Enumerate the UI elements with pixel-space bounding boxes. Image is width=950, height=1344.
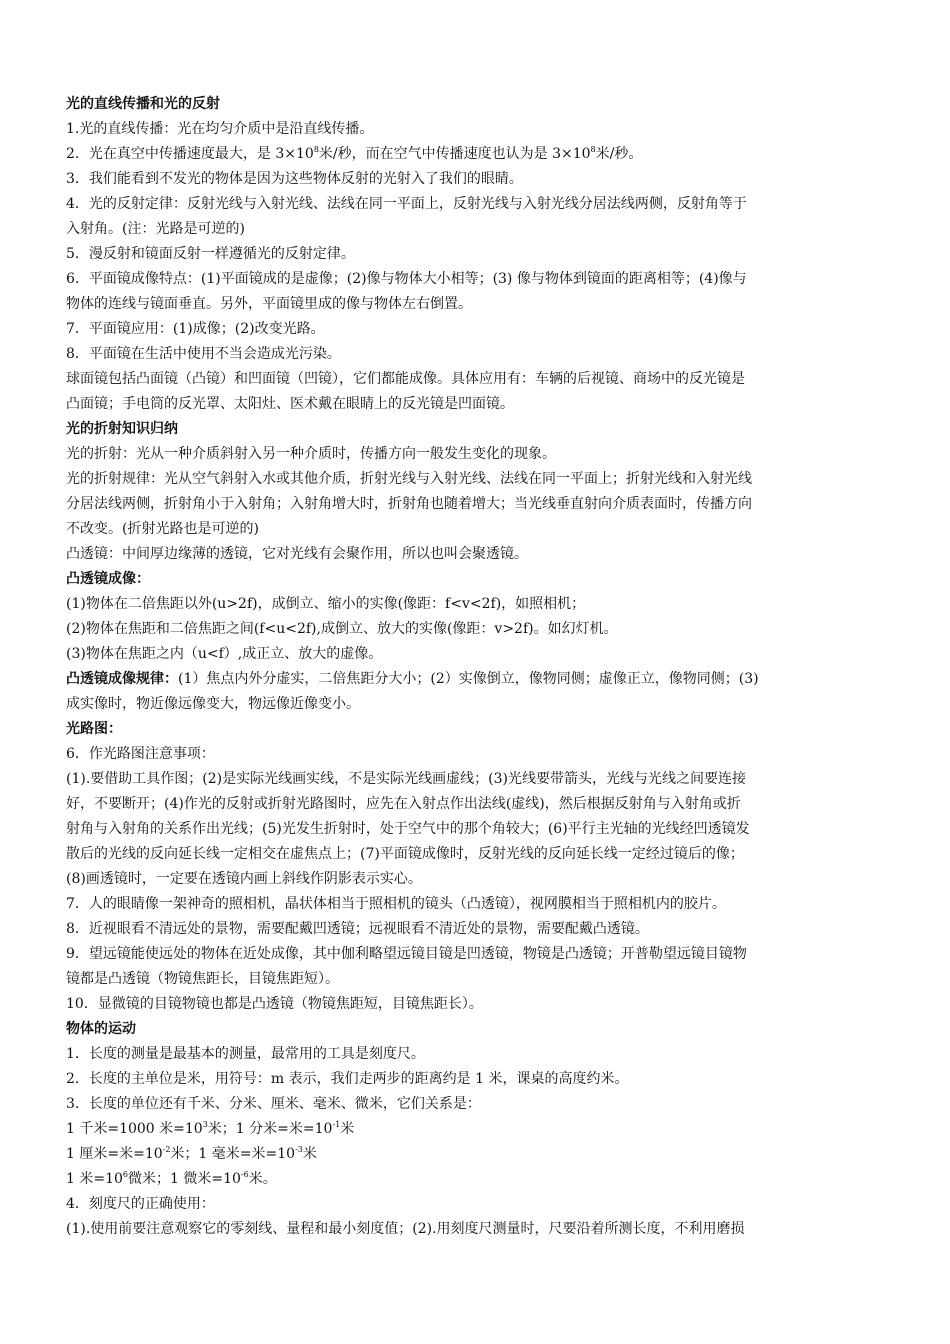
text-segment: 米；1 毫米=米=10 (170, 1146, 296, 1162)
text-segment: 1 厘米=米=10 (66, 1146, 163, 1162)
text-segment: 分居法线两侧，折射角小于入射角；入射角增大时，折射角也随着增大；当光线垂直射向介质表面时，传播方向 (66, 496, 752, 512)
text-line (66, 817, 884, 842)
text-line (66, 1042, 884, 1067)
text-segment: 好，不要断开；(4)作光的反射或折射光路图时，应先在入射点作出法线(虚线)，然后根据反射角与入射角或折 (66, 796, 741, 812)
superscript: 8 (313, 145, 319, 154)
text-segment: 光的直线传播和光的反射 (66, 96, 220, 112)
text-segment: 6．作光路图注意事项： (66, 746, 215, 762)
text-line (66, 442, 884, 467)
text-line (66, 942, 884, 967)
text-segment: 散后的光线的反向延长线一定相交在虚焦点上；(7)平面镜成像时，反射光线的反向延长线一定经过镜后的像； (66, 846, 744, 862)
text-segment: 9．望远镜能使远处的物体在近处成像，其中伽利略望远镜目镜是凹透镜，物镜是凸透镜；开普勒望远镜目镜物 (66, 946, 747, 962)
text-line (66, 892, 884, 917)
text-segment: 8．近视眼看不清远处的景物，需要配戴凹透镜；远视眼看不清近处的景物，需要配戴凸透镜。 (66, 921, 649, 937)
text-segment: 10．显微镜的目镜物镜也都是凸透镜（物镜焦距短，目镜焦距长）。 (66, 996, 483, 1012)
text-line (66, 1117, 884, 1142)
text-line (66, 317, 884, 342)
text-segment: 1 千米=1000 米=10 (66, 1121, 203, 1137)
text-segment: 2．光在真空中传播速度最大，是 3×10 (66, 146, 314, 162)
text-line (66, 217, 884, 242)
text-line (66, 1192, 884, 1217)
text-segment: (1).要借助工具作图；(2)是实际光线画实线，不是实际光线画虚线；(3)光线要带箭头，光线与光线之间要连接 (66, 771, 746, 787)
text-line (66, 592, 884, 617)
section-heading (66, 717, 884, 742)
text-line (66, 492, 884, 517)
text-line (66, 467, 884, 492)
superscript: -2 (162, 1145, 171, 1154)
text-line (66, 167, 884, 192)
text-segment: 5．漫反射和镜面反射一样遵循光的反射定律。 (66, 246, 355, 262)
text-segment: 米/秒，而在空气中传播速度也认为是 3×10 (318, 146, 591, 162)
text-line (66, 117, 884, 142)
text-segment: 米。 (248, 1171, 277, 1187)
text-line (66, 192, 884, 217)
text-segment: (1).使用前要注意观察它的零刻线、量程和最小刻度值；(2).用刻度尺测量时，尺要沿着所测长度，不利用磨损 (66, 1221, 745, 1237)
text-segment: 成实像时，物近像远像变大，物远像近像变小。 (66, 696, 360, 712)
text-line (66, 367, 884, 392)
text-line (66, 342, 884, 367)
text-segment: 1.光的直线传播：光在均匀介质中是沿直线传播。 (66, 121, 374, 137)
document-body (66, 92, 884, 1242)
text-segment: 入射角。(注：光路是可逆的) (66, 221, 245, 237)
text-segment: (1)物体在二倍焦距以外(u>2f)，成倒立、缩小的实像(像距：f<v<2f)，如照相机； (66, 596, 586, 612)
superscript: 8 (590, 145, 596, 154)
text-segment: 米/秒。 (595, 146, 643, 162)
text-line (66, 992, 884, 1017)
text-line (66, 242, 884, 267)
text-line (66, 1217, 884, 1242)
text-line (66, 967, 884, 992)
text-segment: 7．平面镜应用：(1)成像；(2)改变光路。 (66, 321, 325, 337)
text-segment: 米 (302, 1146, 317, 1162)
text-segment: 光的折射规律：光从空气斜射入水或其他介质，折射光线与入射光线、法线在同一平面上；折射光线和入射光线 (66, 471, 752, 487)
text-line (66, 267, 884, 292)
text-line (66, 867, 884, 892)
text-segment: 凸透镜：中间厚边缘薄的透镜，它对光线有会聚作用，所以也叫会聚透镜。 (66, 546, 528, 562)
text-line (66, 642, 884, 667)
superscript: 6 (122, 1170, 128, 1179)
text-segment: 米 (340, 1121, 355, 1137)
text-line (66, 617, 884, 642)
text-segment: (2)物体在焦距和二倍焦距之间(f<u<2f),成倒立、放大的实像(像距：v>2f)。如幻灯机。 (66, 621, 618, 637)
text-segment: 1 米=10 (66, 1171, 123, 1187)
text-segment: (8)画透镜时，一定要在透镜内画上斜线作阴影表示实心。 (66, 871, 422, 887)
text-segment: 3．我们能看到不发光的物体是因为这些物体反射的光射入了我们的眼睛。 (66, 171, 523, 187)
text-segment: 7．人的眼睛像一架神奇的照相机，晶状体相当于照相机的镜头（凸透镜），视网膜相当于照相机内的胶片。 (66, 896, 726, 912)
text-line (66, 1142, 884, 1167)
section-heading (66, 1017, 884, 1042)
superscript: -1 (332, 1120, 341, 1129)
text-line (66, 142, 884, 167)
text-segment: 光的折射知识归纳 (66, 421, 178, 437)
superscript: -3 (295, 1145, 303, 1154)
text-segment: 镜都是凸透镜（物镜焦距长，目镜焦距短）。 (66, 971, 339, 987)
text-segment: 凸面镜；手电筒的反光罩、太阳灶、医术戴在眼睛上的反光镜是凹面镜。 (66, 396, 514, 412)
text-line (66, 842, 884, 867)
text-line (66, 692, 884, 717)
text-segment: 6．平面镜成像特点：(1)平面镜成的是虚像；(2)像与物体大小相等；(3) 像与物体到镜面的距离相等；(4)像与 (66, 271, 747, 287)
text-segment: 凸透镜成像： (66, 571, 150, 587)
text-segment: 物体的运动 (66, 1021, 136, 1037)
section-heading (66, 417, 884, 442)
text-segment: 不改变。(折射光路也是可逆的) (66, 521, 259, 537)
text-segment: 射角与入射角的关系作出光线；(5)光发生折射时，处于空气中的那个角较大；(6)平行主光轴的光线经凹透镜发 (66, 821, 750, 837)
text-segment: 微米；1 微米=10 (128, 1171, 241, 1187)
text-segment: 球面镜包括凸面镜（凸镜）和凹面镜（凹镜），它们都能成像。具体应用有：车辆的后视镜、商场中的反光镜是 (66, 371, 745, 387)
text-segment: 1．长度的测量是最基本的测量，最常用的工具是刻度尺。 (66, 1046, 425, 1062)
text-segment: 4．刻度尺的正确使用： (66, 1196, 215, 1212)
text-segment: 物体的连线与镜面垂直。另外，平面镜里成的像与物体左右倒置。 (66, 296, 472, 312)
text-line (66, 1167, 884, 1192)
text-segment: 光路图： (66, 721, 122, 737)
text-line (66, 292, 884, 317)
superscript: -6 (240, 1170, 249, 1179)
text-segment: 凸透镜成像规律： (66, 671, 178, 687)
text-segment: 3．长度的单位还有千米、分米、厘米、毫米、微米，它们关系是： (66, 1096, 481, 1112)
text-line (66, 392, 884, 417)
text-segment: 8．平面镜在生活中使用不当会造成光污染。 (66, 346, 341, 362)
text-line (66, 1092, 884, 1117)
text-segment: (1）焦点内外分虚实，二倍焦距分大小；(2）实像倒立，像物同侧；虚像正立，像物同侧；(3) (178, 671, 759, 687)
text-line (66, 542, 884, 567)
text-line (66, 917, 884, 942)
section-heading (66, 92, 884, 117)
text-segment: (3)物体在焦距之内（u<f）,成正立、放大的虚像。 (66, 646, 383, 662)
text-segment: 光的折射：光从一种介质斜射入另一种介质时，传播方向一般发生变化的现象。 (66, 446, 556, 462)
text-segment: 4．光的反射定律：反射光线与入射光线、法线在同一平面上，反射光线与入射光线分居法线两侧，反射角等于 (66, 196, 747, 212)
section-heading (66, 567, 884, 592)
text-line (66, 767, 884, 792)
text-line (66, 792, 884, 817)
text-segment: 米；1 分米=米=10 (207, 1121, 333, 1137)
text-line (66, 1067, 884, 1092)
text-line (66, 742, 884, 767)
text-segment: 2．长度的主单位是米，用符号：m 表示，我们走两步的距离约是 1 米，课桌的高度约米。 (66, 1071, 629, 1087)
text-line (66, 667, 884, 692)
superscript: 3 (202, 1120, 208, 1129)
text-line (66, 517, 884, 542)
